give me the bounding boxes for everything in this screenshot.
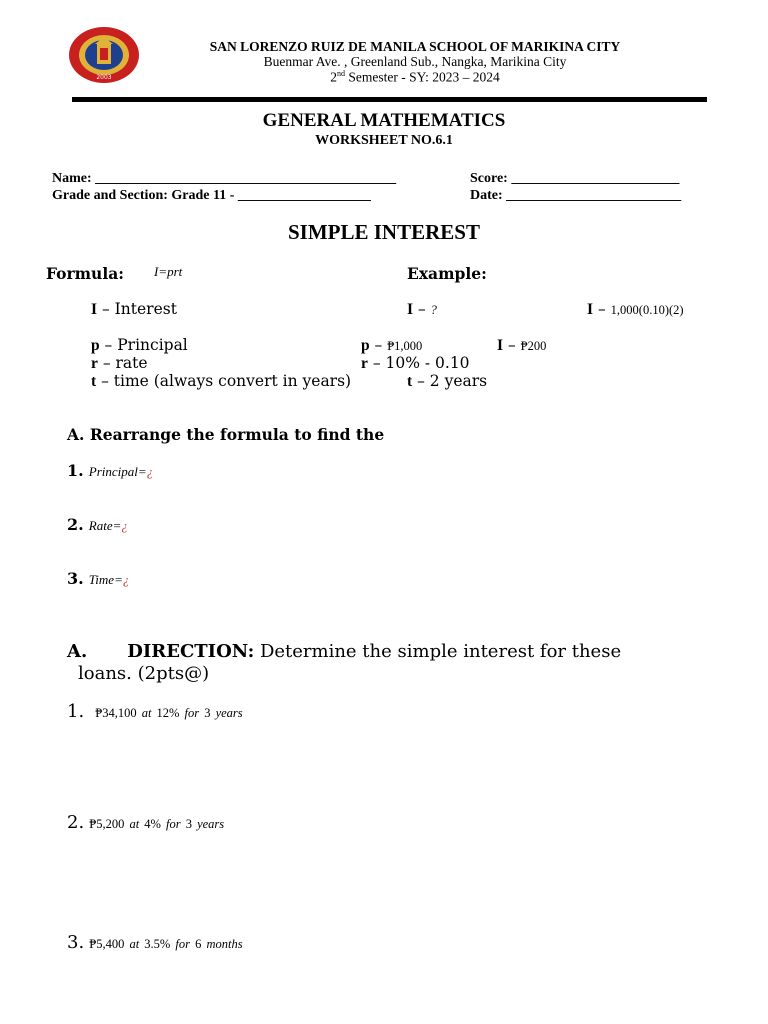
definition-rate: r – rate — [91, 354, 148, 372]
definition-interest: I – Interest — [91, 300, 177, 318]
loan-item[interactable]: 1. ₱34,100 at 12% for 3 years — [67, 701, 243, 722]
score-field[interactable]: Score: ________________________ — [470, 171, 680, 186]
rearrange-item[interactable]: 1. Principal=¿ — [67, 461, 154, 480]
example-time: t – 2 years — [407, 372, 488, 390]
formula-expression: I=prt — [154, 264, 183, 279]
example-interest-result: I – ₱200 — [497, 336, 547, 354]
header-divider — [72, 97, 707, 102]
example-principal: p – ₱1,000 — [361, 336, 423, 354]
svg-text:2003: 2003 — [96, 74, 112, 81]
school-name: SAN LORENZO RUIZ DE MANILA SCHOOL OF MARIKINA CITY — [209, 39, 621, 54]
school-seal-icon — [67, 26, 141, 84]
direction-line: A. DIRECTION: Determine the simple interest for these — [67, 641, 622, 662]
definition-principal: p – Principal — [91, 336, 188, 354]
grade-section-field[interactable]: Grade and Section: Grade 11 - ___________________ — [52, 188, 371, 203]
example-label: Example: — [407, 264, 487, 283]
date-field[interactable]: Date: _________________________ — [470, 188, 682, 203]
example-rate: r – 10% - 0.10 — [361, 354, 470, 372]
definition-time: t – time (always convert in years) — [91, 372, 352, 390]
direction-continuation: loans. (2pts@) — [78, 663, 210, 684]
worksheet-subtitle: WORKSHEET NO.6.1 — [315, 133, 453, 148]
section-a-heading: A. Rearrange the formula to find the — [67, 425, 385, 444]
rearrange-item[interactable]: 3. Time=¿ — [67, 569, 130, 588]
example-interest-calculation: I – 1,000(0.10)(2) — [587, 300, 684, 318]
formula-label: Formula: — [46, 264, 124, 283]
loan-item[interactable]: 3. ₱5,400 at 3.5% for 6 months — [67, 932, 243, 953]
name-field[interactable]: Name: ___________________________________________ — [52, 171, 397, 186]
loan-item[interactable]: 2. ₱5,200 at 4% for 3 years — [67, 812, 225, 833]
rearrange-item[interactable]: 2. Rate=¿ — [67, 515, 128, 534]
school-address: Buenmar Ave. , Greenland Sub., Nangka, Marikina City — [263, 54, 567, 69]
topic-heading: SIMPLE INTEREST — [288, 220, 480, 244]
semester-line: 2nd Semester - SY: 2023 – 2024 — [330, 69, 500, 85]
worksheet-title: GENERAL MATHEMATICS — [262, 110, 506, 131]
example-interest-question: I – ? — [407, 300, 437, 318]
